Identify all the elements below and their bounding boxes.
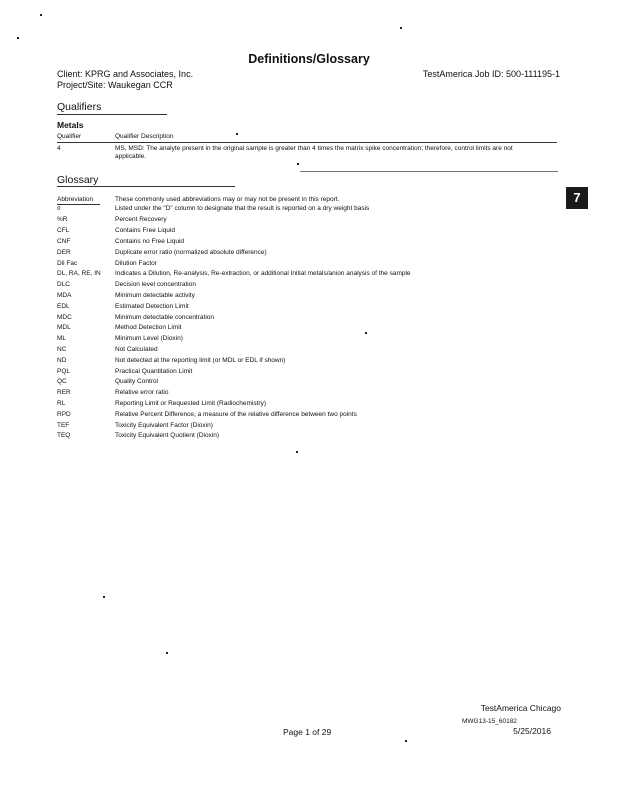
glossary-abbreviation: %R <box>57 216 68 223</box>
qualifier-code: 4 <box>57 145 61 152</box>
job-id-line: TestAmerica Job ID: 500-111195-1 <box>422 69 560 79</box>
glossary-description: Contains Free Liquid <box>115 227 175 234</box>
glossary-abbreviation: TEF <box>57 422 70 429</box>
glossary-intro-text: These commonly used abbreviations may or may not be present in this report. <box>115 196 340 203</box>
glossary-row <box>57 432 557 442</box>
client-line: Client: KPRG and Associates, Inc. <box>57 69 194 79</box>
glossary-description: Estimated Detection Limit <box>115 303 189 310</box>
glossary-description: Minimum detectable concentration <box>115 314 214 321</box>
glossary-row <box>57 260 557 270</box>
glossary-row <box>57 378 557 388</box>
glossary-description: Minimum Level (Dioxin) <box>115 335 183 342</box>
glossary-heading-rule <box>57 186 235 187</box>
scan-speck <box>40 14 42 16</box>
qualifiers-table-rule <box>57 142 557 143</box>
glossary-heading: Glossary <box>57 174 99 186</box>
glossary-abbreviation: CFL <box>57 227 70 234</box>
qualifier-description-line-1: MS, MSD: The analyte present in the original sample is greater than 4 times the matrix spike concentration; therefore, control limits are not <box>115 145 513 152</box>
glossary-description: Not detected at the reporting limit (or MDL or EDL if shown) <box>115 357 286 364</box>
qualifiers-end-rule <box>300 171 558 172</box>
glossary-abbreviation: PQL <box>57 368 71 375</box>
glossary-abbreviation: MDL <box>57 324 71 331</box>
glossary-abbreviation: CNF <box>57 238 71 245</box>
glossary-description: Quality Control <box>115 378 158 385</box>
abbreviation-column-header: Abbreviation <box>57 196 94 203</box>
qualifiers-heading-rule <box>57 114 167 115</box>
scan-speck <box>103 596 105 598</box>
glossary-row <box>57 216 557 226</box>
scan-speck <box>405 740 407 742</box>
glossary-row <box>57 389 557 399</box>
glossary-description: Not Calculated <box>115 346 158 353</box>
glossary-abbreviation: DLC <box>57 281 71 288</box>
glossary-row <box>57 205 557 215</box>
scan-speck <box>400 27 402 29</box>
glossary-description: Dilution Factor <box>115 260 157 267</box>
glossary-row <box>57 270 557 280</box>
glossary-description: Decision level concentration <box>115 281 196 288</box>
glossary-abbreviation: NC <box>57 346 67 353</box>
glossary-description: Contains no Free Liquid <box>115 238 185 245</box>
glossary-description: Duplicate error ratio (normalized absolute difference) <box>115 249 267 256</box>
glossary-row <box>57 314 557 324</box>
scan-speck <box>297 163 299 165</box>
scan-speck <box>166 652 168 654</box>
glossary-abbreviation: QC <box>57 378 67 385</box>
metals-subheading: Metals <box>57 120 84 130</box>
glossary-abbreviation: DER <box>57 249 71 256</box>
qualifier-description <box>115 145 560 161</box>
scan-speck <box>365 332 367 334</box>
qualifier-description-line-2: applicable. <box>115 153 147 160</box>
glossary-abbreviation: MDA <box>57 292 72 299</box>
glossary-description: Toxicity Equivalent Quotient (Dioxin) <box>115 432 220 439</box>
glossary-abbreviation: Dil Fac <box>57 260 78 267</box>
glossary-row <box>57 281 557 291</box>
glossary-row <box>57 227 557 237</box>
glossary-row <box>57 346 557 356</box>
section-tab-marker: 7 <box>566 187 588 209</box>
glossary-abbreviation: MDC <box>57 314 72 321</box>
glossary-row <box>57 400 557 410</box>
glossary-description: Indicates a Dilution, Re-analysis, Re-extraction, or additional Initial metals/anion analysis of the sample <box>115 270 411 277</box>
glossary-description: Method Detection Limit <box>115 324 182 331</box>
page-title: Definitions/Glossary <box>248 52 370 66</box>
glossary-description: Reporting Limit or Requested Limit (Radiochemistry) <box>115 400 267 407</box>
glossary-description: Minimum detectable activity <box>115 292 195 299</box>
glossary-row <box>57 411 557 421</box>
glossary-abbreviation: ¤ <box>57 205 61 212</box>
glossary-row <box>57 238 557 248</box>
glossary-row <box>57 303 557 313</box>
glossary-row <box>57 335 557 345</box>
glossary-abbreviation: ML <box>57 335 67 342</box>
glossary-abbreviation: RL <box>57 400 66 407</box>
glossary-abbreviation: ND <box>57 357 67 364</box>
glossary-description: Relative error ratio <box>115 389 169 396</box>
qualifiers-heading: Qualifiers <box>57 101 102 113</box>
scan-speck <box>17 37 19 39</box>
glossary-abbreviation: DL, RA, RE, IN <box>57 270 101 277</box>
glossary-abbreviation: TEQ <box>57 432 71 439</box>
glossary-row <box>57 324 557 334</box>
lab-name: TestAmerica Chicago <box>480 703 561 713</box>
qualifier-column-header: Qualifier <box>57 133 82 140</box>
scan-speck <box>296 451 298 453</box>
glossary-abbreviation: RPD <box>57 411 71 418</box>
glossary-description: Toxicity Equivalent Factor (Dioxin) <box>115 422 213 429</box>
glossary-description: Listed under the "D" column to designate that the result is reported on a dry weight basis <box>115 205 370 212</box>
project-line: Project/Site: Waukegan CCR <box>57 80 173 90</box>
glossary-row <box>57 368 557 378</box>
glossary-abbreviation: RER <box>57 389 71 396</box>
page-number: Page 1 of 29 <box>283 727 332 737</box>
glossary-row <box>57 422 557 432</box>
scan-speck <box>236 133 238 135</box>
glossary-row <box>57 249 557 259</box>
report-date: 5/25/2016 <box>513 726 551 736</box>
glossary-description: Practical Quantitation Limit <box>115 368 193 375</box>
document-id: MWG13-15_60182 <box>462 718 517 725</box>
glossary-description: Percent Recovery <box>115 216 167 223</box>
glossary-description: Relative Percent Difference, a measure of the relative difference between two points <box>115 411 357 418</box>
glossary-abbreviation: EDL <box>57 303 70 310</box>
qualifier-description-column-header: Qualifier Description <box>115 133 174 140</box>
glossary-row <box>57 292 557 302</box>
glossary-row <box>57 357 557 367</box>
